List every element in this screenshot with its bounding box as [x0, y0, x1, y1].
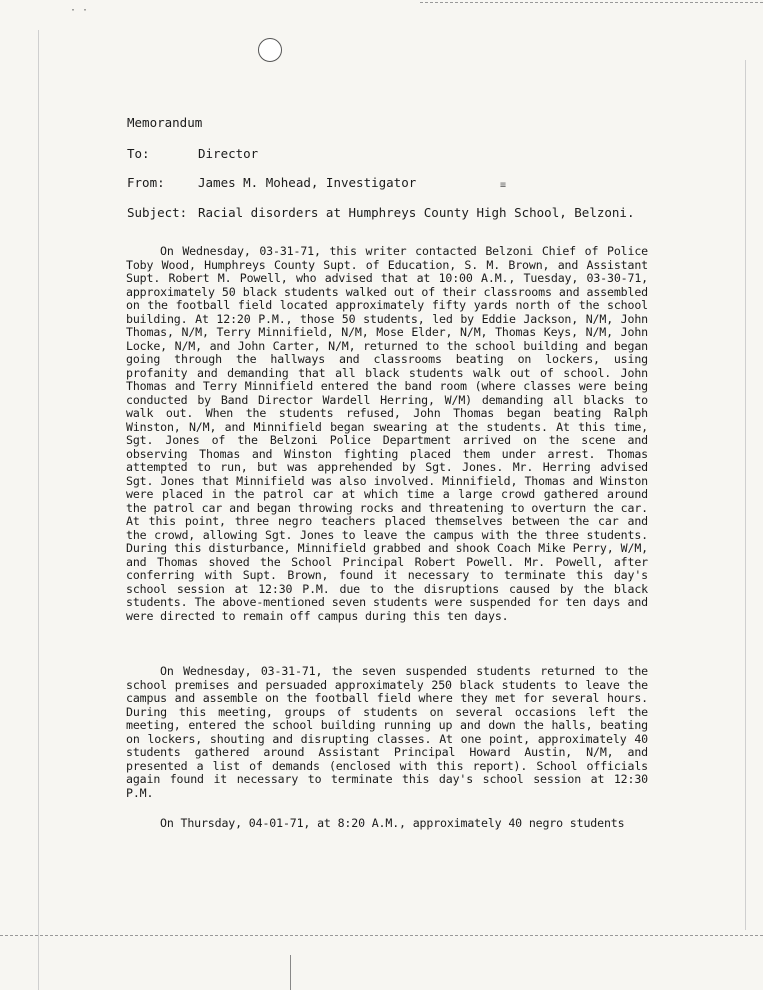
top-scan-edge — [420, 2, 763, 3]
to-value: Director — [198, 146, 259, 161]
from-value: James M. Mohead, Investigator — [198, 175, 417, 190]
body-paragraph: On Wednesday, 03-31-71, the seven suspended students returned to the school premises and persuaded approximately 250 black students to leave the campus and assemble on the football field where they met for several hours. During this meeting, groups of students on several occasions left the meeting, entered the school building running up and down the halls, beating on lockers, shouting and disrupting classes. At one point, approximately 40 students gathered around Assistant Principal Howard Austin, N/M, and presented a list of demands (enclosed with this report). School officials again found it necessary to terminate this day's school session at 12:30 P.M. — [126, 664, 648, 800]
to-label: To: — [127, 146, 150, 161]
scan-speck: · · — [70, 5, 89, 16]
left-scan-edge — [38, 30, 39, 990]
from-label: From: — [127, 175, 165, 190]
body-paragraph: On Wednesday, 03-31-71, this writer contacted Belzoni Chief of Police Toby Wood, Humphreys County Supt. of Education, S. M. Brown, and Assistant Supt. Robert M. Powell, who advised that at 10:00 A.M., Tuesday, 03-30-71, approximately 50 black students walked out of their classrooms and assembled on the football field located approximately fifty yards north of the school building. At 12:20 P.M., those 50 students, led by Eddie Jackson, N/M, John Thomas, N/M, Terry Minnifield, N/M, Mose Elder, N/M, Thomas Keys, N/M, John Locke, N/M, and John Carter, N/M, returned to the school building and began going through the hallways and classrooms beating on lockers, using profanity and demanding that all black students walk out of school. John Thomas and Terry Minnifield entered the band room (where classes were being conducted by Band Director Wardell Herring, W/M) demanding all blacks to walk out. When the students refused, John Thomas began beating Ralph Winston, N/M, and Minnifield began swearing at the students. At this time, Sgt. Jones of the Belzoni Police Department arrived on the scene and observing Thomas and Winston fighting placed them under arrest. Thomas attempted to run, but was apprehended by Sgt. Jones. Mr. Herring advised Sgt. Jones that Minnifield was also involved. Minnifield, Thomas and Winston were placed in the patrol car at which time a large crowd gathered around the patrol car and began throwing rocks and threatening to overturn the car. At this point, three negro teachers placed themselves between the car and the crowd, allowing Sgt. Jones to leave the campus with the three students. During this disturbance, Minnifield grabbed and shook Coach Mike Perry, W/M, and Thomas shoved the School Principal Robert Powell. Mr. Powell, after conferring with Supt. Brown, found it necessary to terminate this day's school session at 12:30 P.M. due to the disruptions caused by the black students. The above-mentioned seven students were suspended for ten days and were directed to remain off campus during this ten days. — [126, 244, 648, 623]
bottom-mark — [290, 955, 291, 990]
subject-value: Racial disorders at Humphreys County High School, Belzoni. — [198, 205, 635, 220]
bottom-scan-edge — [0, 935, 763, 936]
memo-title: Memorandum — [127, 115, 203, 130]
body-paragraph: On Thursday, 04-01-71, at 8:20 A.M., approximately 40 negro students — [160, 816, 625, 830]
scan-speck: ≡ — [500, 180, 507, 191]
punch-hole — [258, 38, 282, 62]
subject-label: Subject: — [127, 205, 188, 220]
right-scan-edge — [745, 60, 746, 930]
